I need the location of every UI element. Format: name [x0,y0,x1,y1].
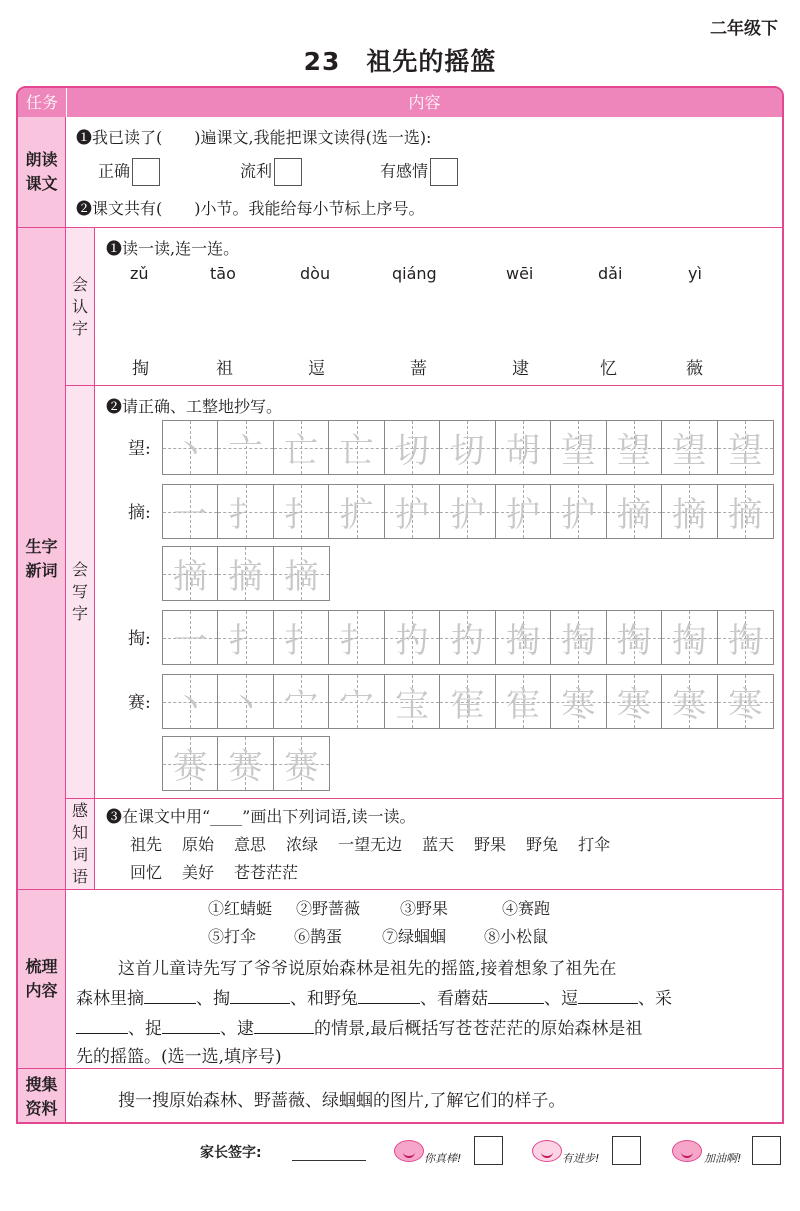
grid-cell[interactable] [496,611,551,664]
fill-blank[interactable] [254,1033,314,1034]
grid-cell[interactable] [385,485,440,538]
section-sort-label: 梳理内容 [18,890,66,1068]
char-item: 薇 [686,359,703,379]
writing-grid[interactable] [162,610,774,665]
char-item: 掏 [132,359,149,379]
trace-char: 宀 [339,685,374,725]
trace-char: 摘 [284,557,319,597]
sort-options-1: ①红蜻蜓 ②野蔷薇 ③野果 ④赛跑 [208,899,551,918]
char-item: 逗 [308,359,325,379]
smile-icon [672,1140,702,1162]
trace-char: 赛 [284,747,319,787]
worksheet-table [16,86,784,1124]
trace-char: 扌 [284,621,319,661]
header-content: 内容 [66,88,782,117]
write-label: 摘: [128,503,151,523]
trace-char: 丶 [228,685,263,725]
trace-char: 掏 [728,621,763,661]
trace-char: 亡 [339,431,374,471]
grid-cell[interactable] [163,675,218,728]
grid-cell[interactable] [718,611,773,664]
perceive-line2: 回忆 美好 苍苍茫茫 [130,863,299,882]
grid-cell[interactable] [274,421,329,474]
parent-sign-line[interactable] [292,1160,366,1161]
trace-char: 寒 [616,685,651,725]
trace-char: 寉 [450,685,485,725]
grid-cell[interactable] [218,485,273,538]
fill-blank[interactable] [144,1003,196,1004]
grid-cell[interactable] [440,611,495,664]
sub-perceive: 感知词语 [66,799,95,889]
smile-icon [532,1140,562,1162]
pinyin-item: qiáng [392,264,437,283]
grid-cell[interactable] [218,421,273,474]
trace-char: 扌 [228,621,263,661]
grid-cell[interactable] [551,485,606,538]
grid-cell[interactable] [385,611,440,664]
grid-cell[interactable] [163,737,218,790]
trace-char: 胡 [505,431,540,471]
trace-char: 赛 [173,747,208,787]
char-item: 忆 [600,359,617,379]
table-header [18,88,782,117]
trace-char: 宝 [395,685,430,725]
trace-char: 摘 [672,495,707,535]
read-q1: ❶我已读了( )遍课文,我能把课文读得(选一选): [76,128,432,147]
grid-cell[interactable] [274,737,329,790]
badge-text: 加油啊! [704,1152,742,1165]
grid-cell[interactable] [440,485,495,538]
perceive-line1: 祖先 原始 意思 浓绿 一望无边 蓝天 野果 野兔 打伞 [130,835,611,854]
badge-text: 有进步! [562,1152,600,1165]
trace-char: 扚 [395,621,430,661]
trace-char: 摘 [616,495,651,535]
trace-char: 丶 [173,431,208,471]
badge-box[interactable] [474,1136,503,1165]
grid-cell[interactable] [163,611,218,664]
trace-char: 一 [173,621,208,661]
fill-blank[interactable] [162,1033,220,1034]
grid-cell[interactable] [218,675,273,728]
trace-char: 护 [505,495,540,535]
char-item: 逮 [512,359,529,379]
grid-cell[interactable] [329,421,384,474]
trace-char: 寒 [728,685,763,725]
grid-cell[interactable] [329,485,384,538]
trace-char: 寉 [505,685,540,725]
option-emotion: 有感情 [380,158,458,186]
grid-cell[interactable] [329,611,384,664]
trace-char: 赛 [228,747,263,787]
pinyin-item: dòu [300,264,331,283]
grid-cell[interactable] [718,485,773,538]
write-label: 掏: [128,629,151,649]
grid-cell[interactable] [662,611,717,664]
fill-blank[interactable] [76,1033,128,1034]
grid-cell[interactable] [662,485,717,538]
grid-cell[interactable] [496,421,551,474]
footer [0,1136,800,1176]
grid-cell[interactable] [163,547,218,600]
sort-para-3: 、捉 、逮 的情景,最后概括写苍苍茫茫的原始森林是祖 [76,1014,642,1039]
grid-cell[interactable] [662,675,717,728]
trace-char: 掏 [616,621,651,661]
section-read-label: 朗读课文 [18,117,66,227]
collect-text: 搜一搜原始森林、野蔷薇、绿蝈蝈的图片,了解它们的样子。 [118,1091,566,1111]
writing-grid[interactable] [162,674,774,729]
grid-cell[interactable] [607,611,662,664]
grid-cell[interactable] [551,611,606,664]
write-instruction: ❷请正确、工整地抄写。 [106,397,283,416]
trace-char: 切 [450,431,485,471]
lesson-number: 23 [303,47,341,76]
page-title [0,42,800,78]
option-correct-box[interactable] [132,158,160,186]
trace-char: 宀 [284,685,319,725]
grid-cell[interactable] [496,485,551,538]
grid-cell[interactable] [440,675,495,728]
sort-options-2: ⑤打伞 ⑥鹊蛋 ⑦绿蝈蝈 ⑧小松鼠 [208,927,549,946]
fill-blank[interactable] [488,1003,544,1004]
grid-cell[interactable] [496,675,551,728]
writing-grid[interactable] [162,546,330,601]
option-fluent-box[interactable] [274,158,302,186]
trace-char: 摘 [173,557,208,597]
grade-label: 二年级下 [710,19,778,39]
sort-para-4: 先的摇篮。(选一选,填序号) [76,1047,282,1067]
sub-write: 会写字 [66,386,95,798]
grid-cell[interactable] [274,485,329,538]
option-fluent: 流利 [240,158,302,186]
trace-char: 摘 [728,495,763,535]
section-words-label: 生字新词 [18,228,66,889]
trace-char: 亡 [284,431,319,471]
trace-char: 寒 [672,685,707,725]
trace-char: 掏 [561,621,596,661]
grid-cell[interactable] [551,421,606,474]
writing-grid[interactable] [162,420,774,475]
grid-cell[interactable] [718,675,773,728]
grid-cell[interactable] [274,611,329,664]
char-item: 蔷 [410,359,427,379]
badge-text: 你真棒! [424,1152,462,1165]
trace-char: 望 [728,431,763,471]
trace-char: 护 [450,495,485,535]
perceive-instruction: ❸在课文中用“____”画出下列词语,读一读。 [106,807,416,826]
grid-cell[interactable] [607,421,662,474]
grid-cell[interactable] [607,675,662,728]
trace-char: 丶 [173,685,208,725]
section-collect-label: 搜集资料 [18,1069,66,1124]
grid-cell[interactable] [385,675,440,728]
trace-char: 一 [173,495,208,535]
grid-cell[interactable] [551,675,606,728]
trace-char: 扌 [284,495,319,535]
trace-char: 望 [561,431,596,471]
grid-cell[interactable] [440,421,495,474]
trace-char: 扚 [450,621,485,661]
trace-char: 摘 [228,557,263,597]
char-item: 祖 [216,359,233,379]
grid-cell[interactable] [218,547,273,600]
trace-char: 扌 [228,495,263,535]
trace-char: 扌 [339,621,374,661]
fill-blank[interactable] [230,1003,290,1004]
pinyin-item: tāo [210,264,236,283]
sort-para-1: 这首儿童诗先写了爷爷说原始森林是祖先的摇篮,接着想象了祖先在 [118,959,617,979]
grid-cell[interactable] [607,485,662,538]
option-emotion-box[interactable] [430,158,458,186]
pinyin-item: dǎi [598,264,623,283]
grid-cell[interactable] [274,547,329,600]
trace-char: 亠 [228,431,263,471]
grid-cell[interactable] [274,675,329,728]
trace-char: 切 [395,431,430,471]
grid-cell[interactable] [385,421,440,474]
badge-box[interactable] [612,1136,641,1165]
grid-cell[interactable] [662,421,717,474]
pinyin-item: yì [688,264,702,283]
sort-para-2: 森林里摘 、掏 、和野兔 、看蘑菇 、逗 、采 [76,989,672,1009]
trace-char: 护 [561,495,596,535]
writing-grid[interactable] [162,736,330,791]
trace-char: 望 [672,431,707,471]
grid-cell[interactable] [218,611,273,664]
header-task: 任务 [25,93,58,112]
option-correct: 正确 [98,158,160,186]
pinyin-item: wēi [506,264,534,283]
lesson-title: 祖先的摇篮 [366,47,497,76]
trace-char: 扩 [339,495,374,535]
grid-cell[interactable] [163,485,218,538]
fill-blank[interactable] [358,1003,420,1004]
grid-cell[interactable] [718,421,773,474]
trace-char: 掏 [672,621,707,661]
grid-cell[interactable] [163,421,218,474]
badge-box[interactable] [752,1136,781,1165]
pinyin-item: zǔ [130,264,149,283]
grid-cell[interactable] [218,737,273,790]
parent-sign-label: 家长签字: [200,1145,262,1161]
smile-icon [394,1140,424,1162]
sub-recognize: 会认字 [66,228,95,385]
trace-char: 望 [616,431,651,471]
read-q2: ❷课文共有( )小节。我能给每小节标上序号。 [76,199,425,218]
trace-char: 护 [395,495,430,535]
write-label: 望: [128,439,151,459]
write-label: 赛: [128,693,151,713]
writing-grid[interactable] [162,484,774,539]
trace-char: 掏 [505,621,540,661]
fill-blank[interactable] [578,1003,638,1004]
grid-cell[interactable] [329,675,384,728]
recognize-instruction: ❶读一读,连一连。 [106,239,240,258]
trace-char: 寒 [561,685,596,725]
